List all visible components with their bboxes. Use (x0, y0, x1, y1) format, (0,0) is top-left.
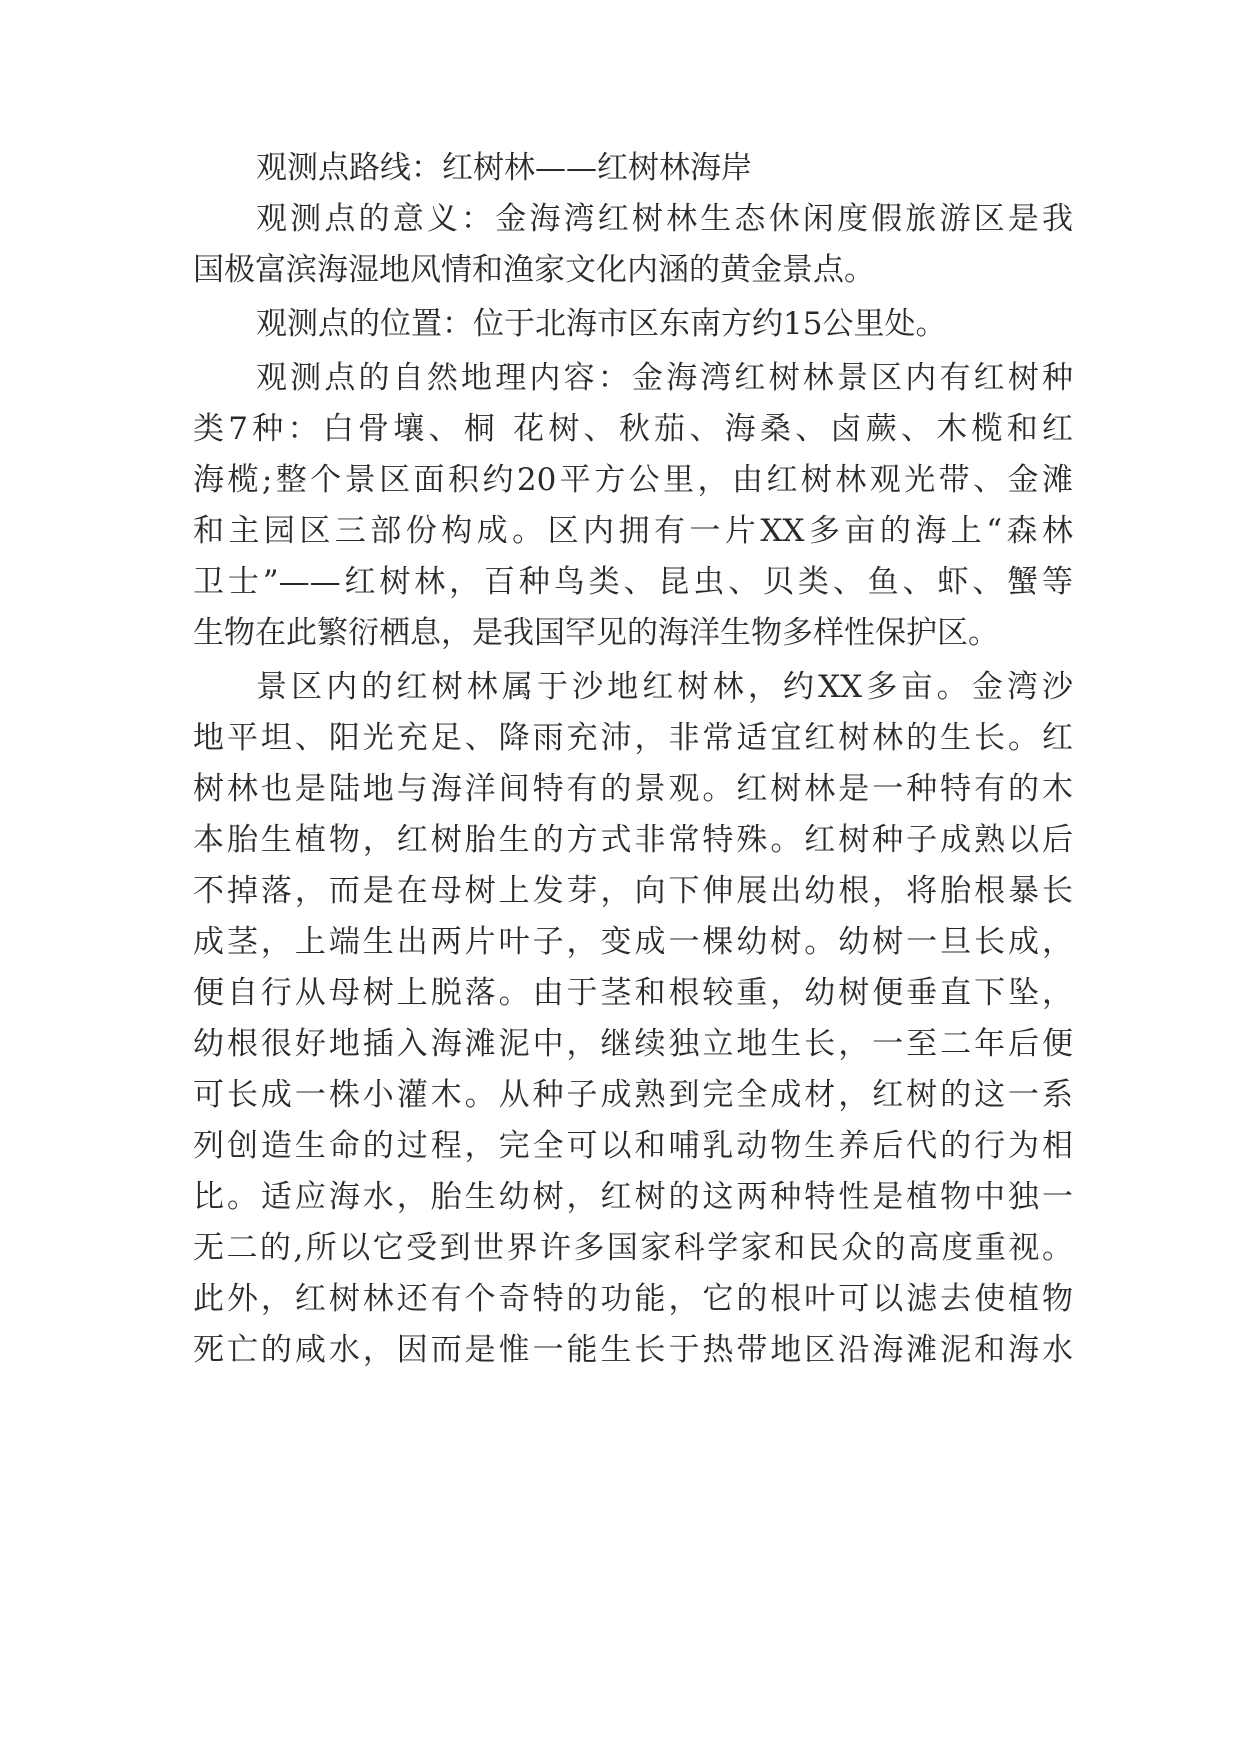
mangrove-line-9: 可长成一株小灌木。从种子成熟到完全成材，红树的这一系 (193, 1077, 1073, 1113)
mangrove-line-2: 地平坦、阳光充足、降雨充沛，非常适宜红树林的生长。红 (193, 720, 1073, 756)
mangrove-line-11: 比。适应海水，胎生幼树，红树的这两种特性是植物中独一 (193, 1179, 1073, 1215)
mangrove-line-7: 便自行从母树上脱落。由于茎和根较重，幼树便垂直下坠， (193, 975, 1073, 1011)
mangrove-line-12: 无二的,所以它受到世界许多国家科学家和民众的高度重视。 (193, 1230, 1073, 1266)
mangrove-line-13: 此外，红树林还有个奇特的功能，它的根叶可以滤去使植物 (193, 1281, 1073, 1317)
geography-line-2: 类7种：白骨壤、桐 花树、秋茄、海桑、卤蕨、木榄和红 (193, 411, 1073, 447)
geography-line-3: 海榄;整个景区面积约20平方公里，由红树林观光带、金滩 (193, 462, 1073, 498)
mangrove-line-10: 列创造生命的过程，完全可以和哺乳动物生养后代的行为相 (193, 1128, 1073, 1164)
geography-line-4: 和主园区三部份构成。区内拥有一片XX多亩的海上“森林 (193, 513, 1073, 549)
geography-line-1: 观测点的自然地理内容：金海湾红树林景区内有红树种 (256, 360, 1073, 396)
mangrove-line-5: 不掉落，而是在母树上发芽，向下伸展出幼根，将胎根暴长 (193, 873, 1073, 909)
mangrove-line-3: 树林也是陆地与海洋间特有的景观。红树林是一种特有的木 (193, 771, 1073, 807)
mangrove-line-1: 景区内的红树林属于沙地红树林，约XX多亩。金湾沙 (256, 669, 1073, 705)
geography-line-5: 卫士”——红树林，百种鸟类、昆虫、贝类、鱼、虾、蟹等 (193, 564, 1073, 600)
mangrove-line-6: 成茎，上端生出两片叶子，变成一棵幼树。幼树一旦长成， (193, 924, 1073, 960)
geography-line-6: 生物在此繁衍栖息，是我国罕见的海洋生物多样性保护区。 (193, 615, 999, 651)
significance-line-2: 国极富滨海湿地风情和渔家文化内涵的黄金景点。 (193, 252, 875, 288)
location-line: 观测点的位置：位于北海市区东南方约15公里处。 (256, 306, 947, 342)
mangrove-line-4: 本胎生植物，红树胎生的方式非常特殊。红树种子成熟以后 (193, 822, 1073, 858)
significance-line-1: 观测点的意义：金海湾红树林生态休闲度假旅游区是我 (256, 201, 1073, 237)
route-line: 观测点路线：红树林——红树林海岸 (256, 150, 752, 186)
mangrove-line-14: 死亡的咸水，因而是惟一能生长于热带地区沿海滩泥和海水 (193, 1332, 1073, 1368)
mangrove-line-8: 幼根很好地插入海滩泥中，继续独立地生长，一至二年后便 (193, 1026, 1073, 1062)
